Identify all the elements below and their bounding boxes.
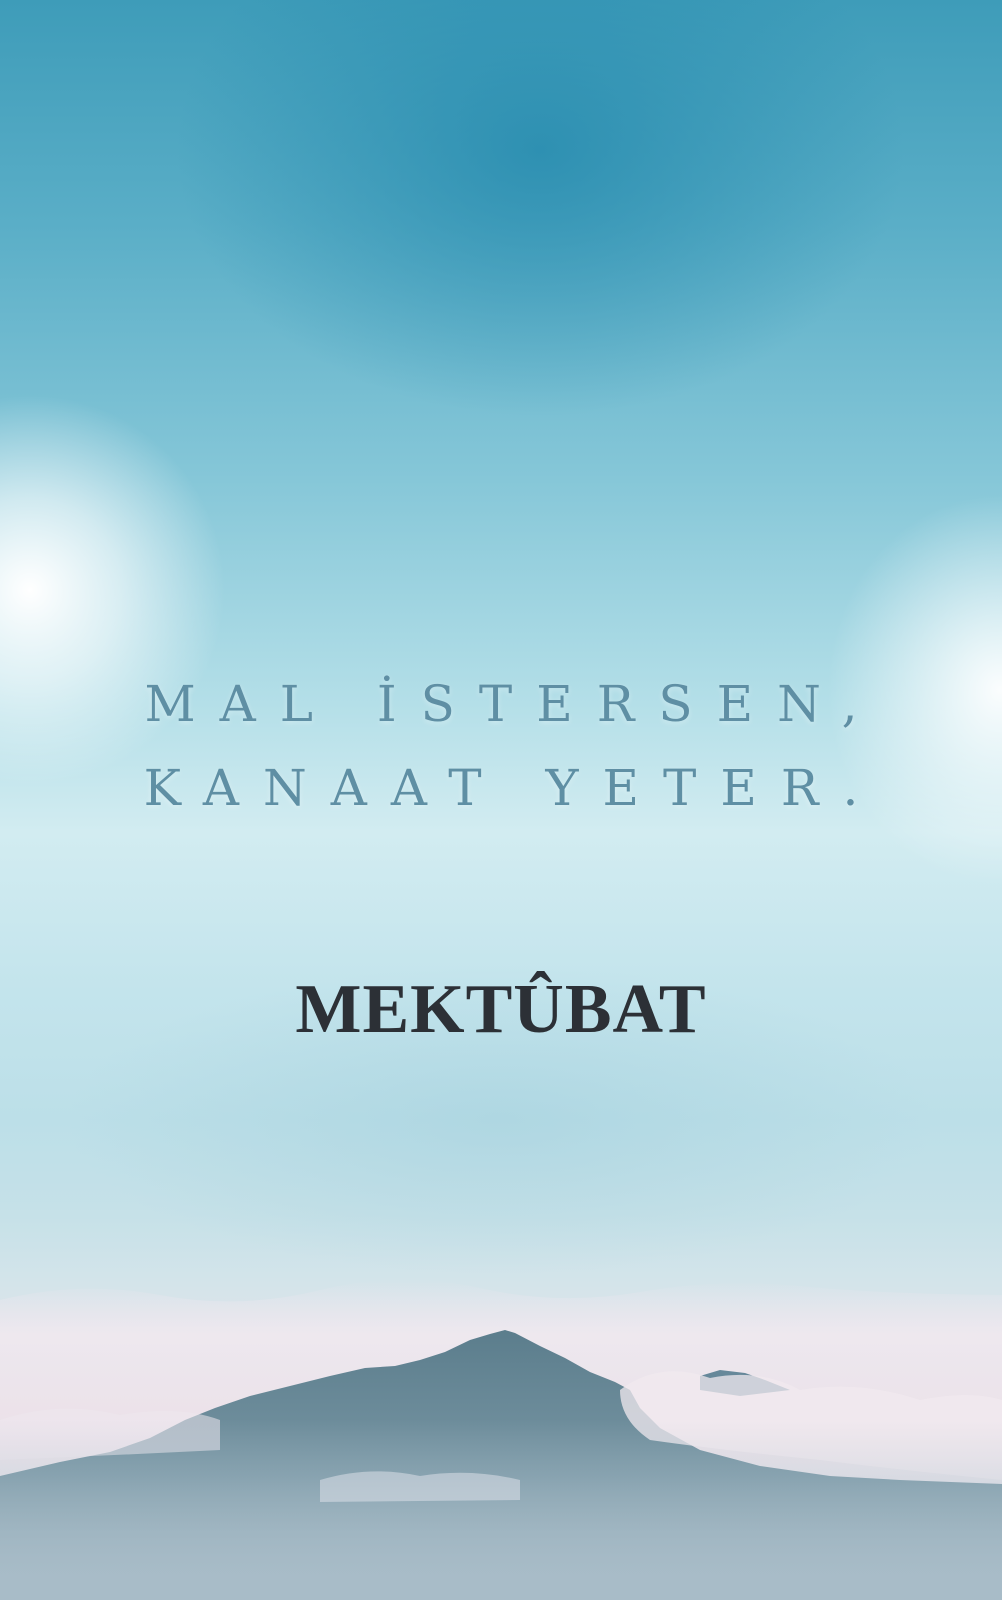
quote-line-1: MAL İSTERSEN, [144,675,882,733]
bottom-haze [0,1420,1002,1600]
book-title: MEKTÛBAT [295,971,707,1048]
quote-text [0,662,1002,830]
mountain-landscape [0,1240,1002,1600]
quote-line-2: KANAAT YETER. [143,759,883,817]
